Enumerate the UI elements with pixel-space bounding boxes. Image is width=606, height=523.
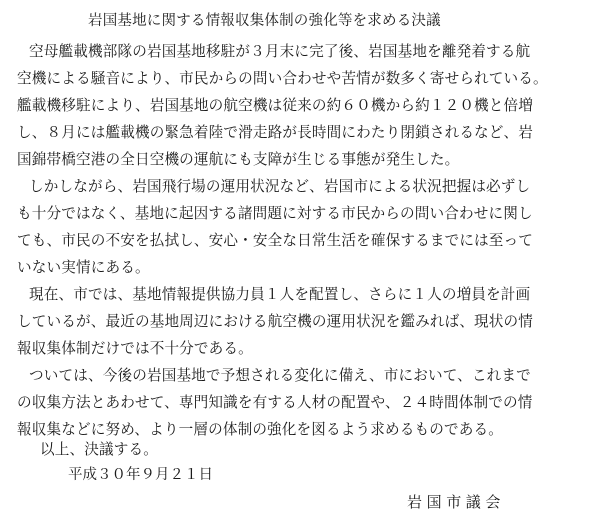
paragraph-1-line-1: 空母艦載機部隊の岩国基地移駐が３月末に完了後、岩国基地を離発着する航 <box>29 43 531 60</box>
resolution-date: 平成３０年９月２１日 <box>68 467 213 483</box>
paragraph-2-line-3: ても、市民の不安を払拭し、安心・安全な日常生活を確保するまでには至って <box>17 232 534 249</box>
paragraph-4-line-2: の収集方法とあわせて、専門知識を有する人材の配置や、２４時間体制での情 <box>17 394 533 411</box>
paragraph-1-line-2: 空機による騒音により、市民からの問い合わせや苦情が数多く寄せられている。 <box>17 70 548 87</box>
city-council-signature: 岩国市議会 <box>407 493 506 511</box>
paragraph-2-line-1: しかしながら、岩国飛行場の運用状況など、岩国市による状況把握は必ずし <box>29 178 531 195</box>
paragraph-3-line-1: 現在、市では、基地情報提供協力員１人を配置し、さらに１人の増員を計画 <box>29 286 531 303</box>
paragraph-2-line-2: も十分ではなく、基地に起因する諸問題に対する市民からの問い合わせに関し <box>17 205 533 222</box>
paragraph-5-line-1: 以上、決議する。 <box>40 441 158 458</box>
document-title: 岩国基地に関する情報収集体制の強化等を求める決議 <box>88 13 441 29</box>
paragraph-1-line-4: し、８月には艦載機の緊急着陸で滑走路が長時間にわたり閉鎖されるなど、岩 <box>17 124 534 141</box>
paragraph-2-line-4: いない実情にある。 <box>17 259 150 276</box>
paragraph-4-line-3: 報収集などに努め、より一層の体制の強化を図るよう求めるものである。 <box>17 421 503 438</box>
paragraph-3-line-3: 報収集体制だけでは不十分である。 <box>17 340 253 357</box>
paragraph-1-line-5: 国錦帯橋空港の全日空機の運航にも支障が生じる事態が発生した。 <box>17 151 460 168</box>
paragraph-4-line-1: ついては、今後の岩国基地で予想される変化に備え、市において、これまで <box>29 367 531 384</box>
paragraph-1-line-3: 艦載機移駐により、岩国基地の航空機は従来の約６０機から約１２０機と倍増 <box>17 97 534 114</box>
paragraph-3-line-2: しているが、最近の基地周辺における航空機の運用状況を鑑みれば、現状の情 <box>17 313 534 330</box>
